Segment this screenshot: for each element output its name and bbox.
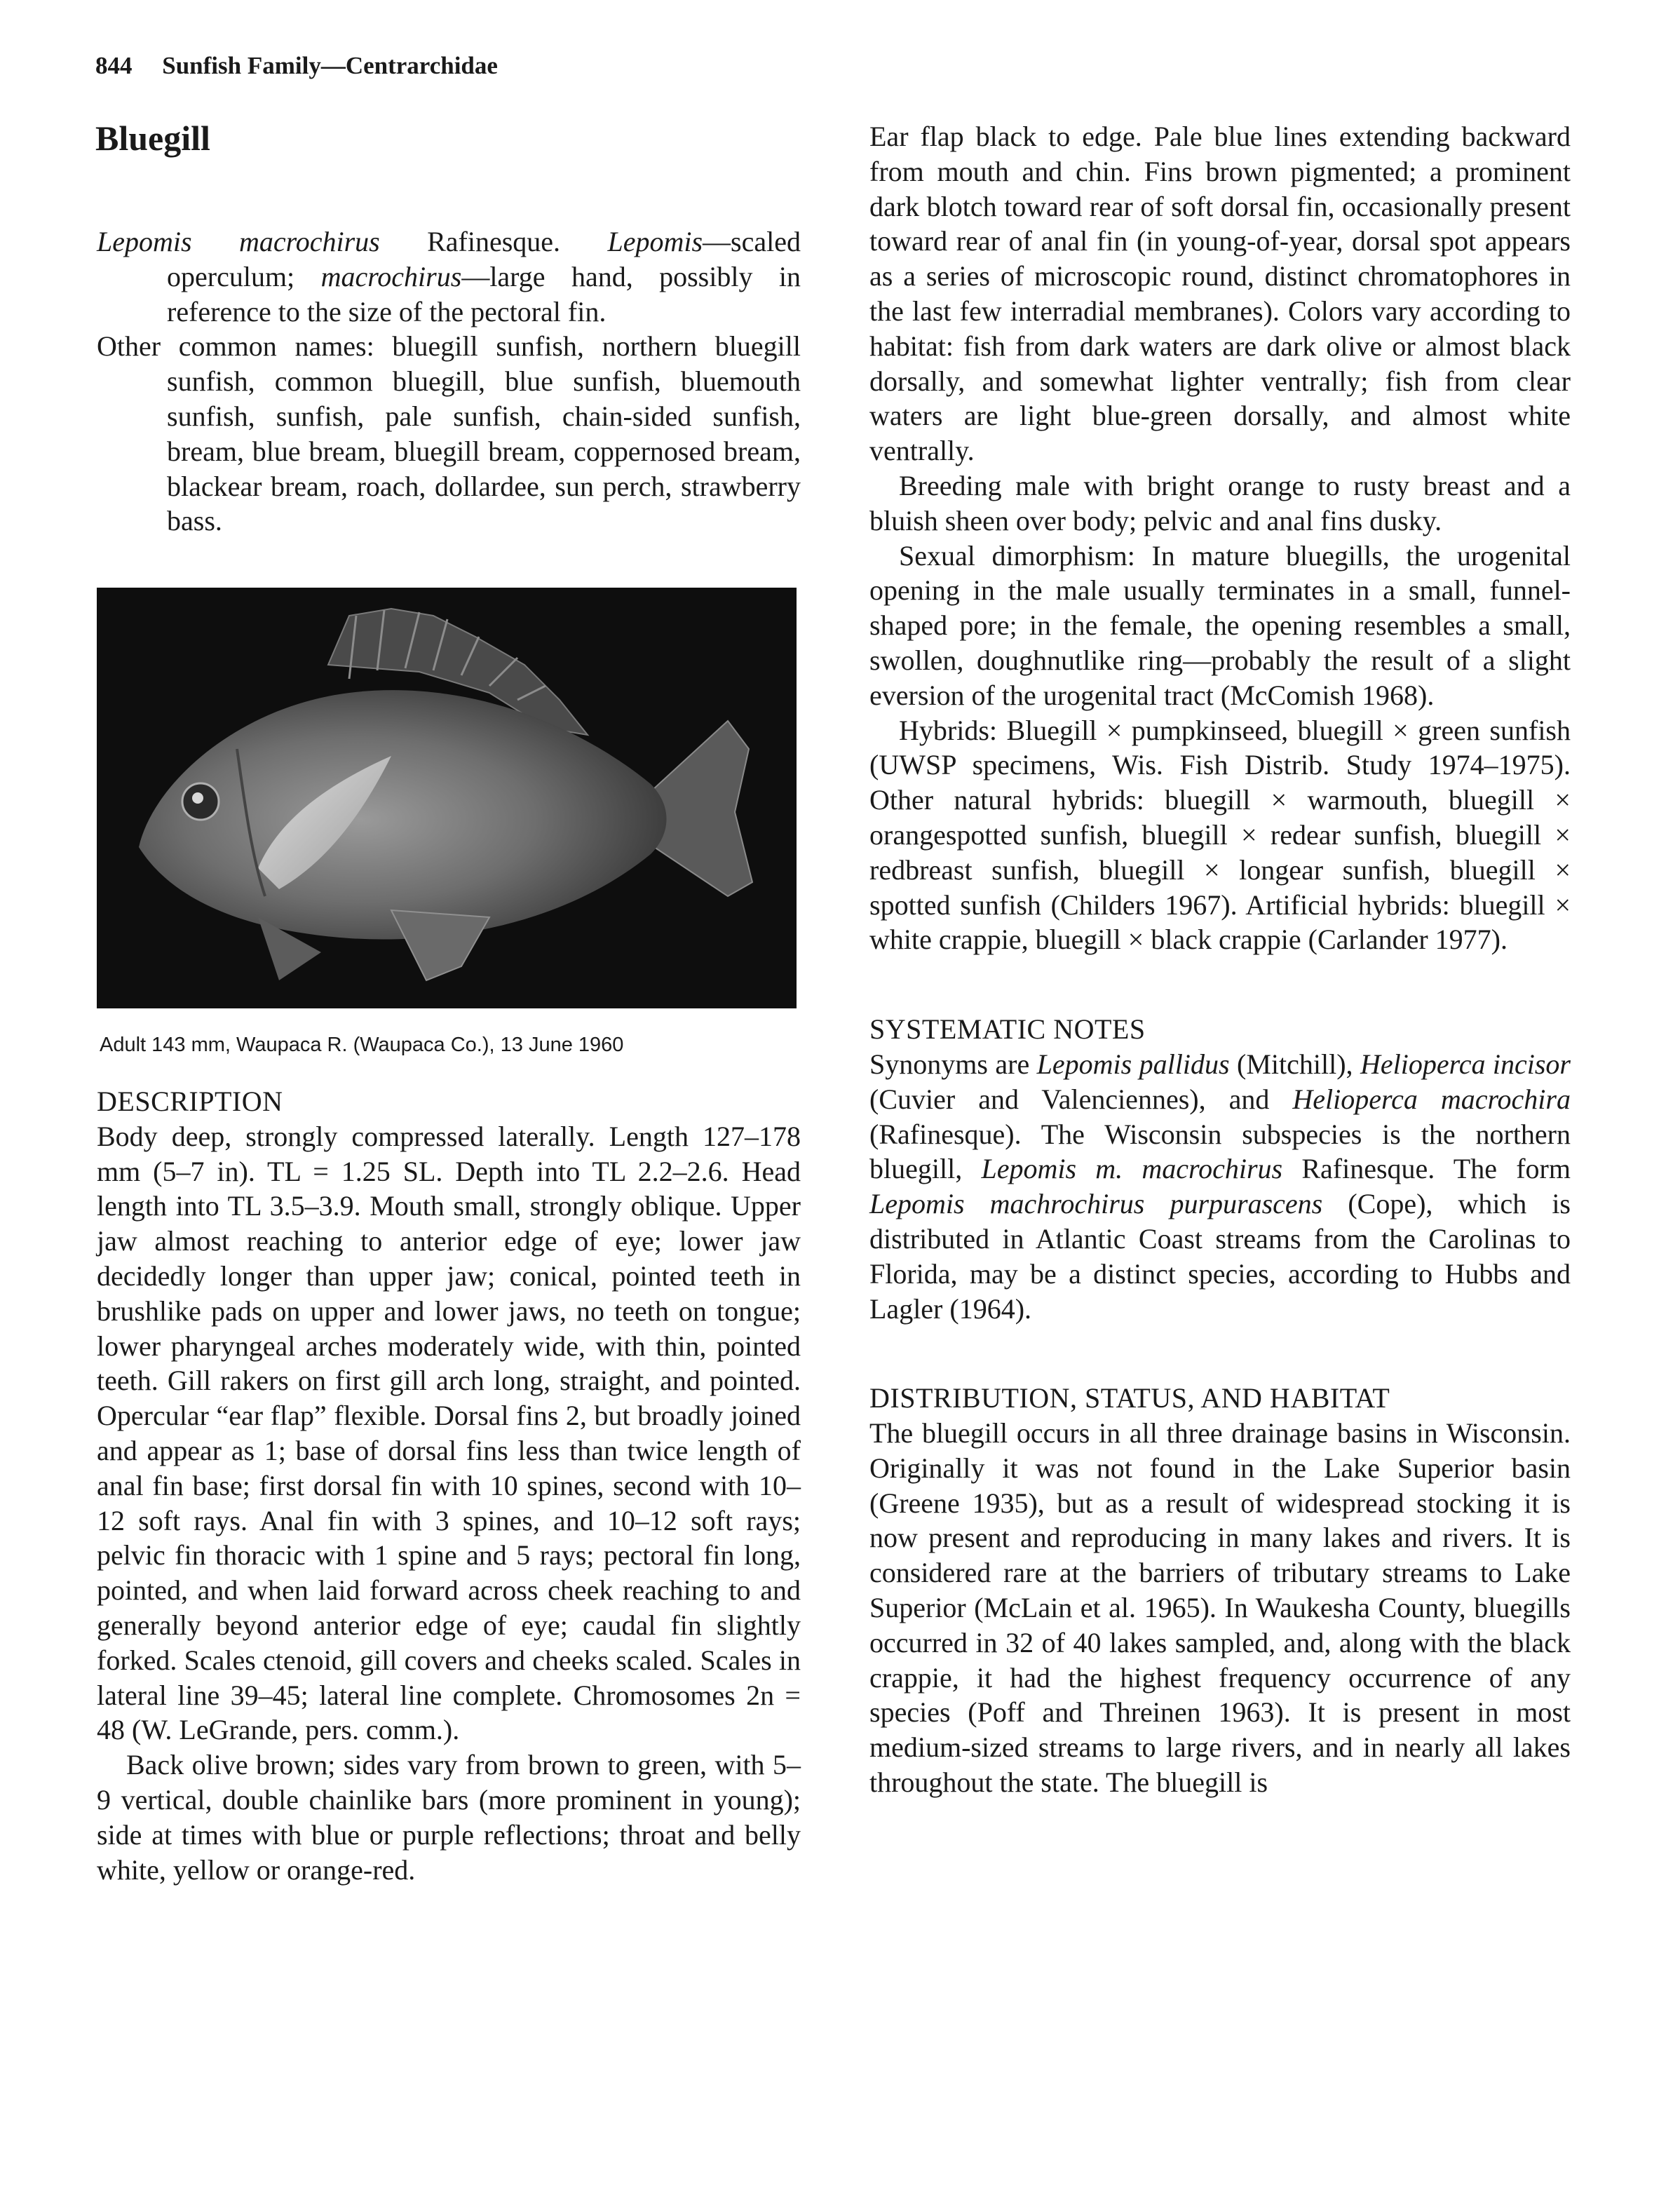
left-column [97, 224, 801, 1887]
etymology-species: macrochirus [320, 260, 462, 292]
distribution-paragraph: The bluegill occurs in all three drainage basins in Wisconsin. Originally it was not found in the Lake Superior basin (Greene 1935), but as a result of widespread stocking it is now present and reproducing in many lakes and rivers. It is considered rare at the barriers of tributary streams to Lake Superior (McLain et al. 1965). In Waukesha County, bluegills occurred in 32 of 40 lakes sampled, and, along with the black crappie, it had the highest frequency occurrence of any species (Poff and Threinen 1963). It is present in most medium-sized streams to large rivers, and in nearly all lakes throughout the state. The bluegill is [869, 1417, 1571, 1799]
text-run: Synonyms are [869, 1048, 1037, 1080]
systematic-notes-paragraph [869, 1047, 1571, 1326]
scientific-author: Rafinesque. [379, 226, 608, 257]
text-run: (Rafinesque). The Wisconsin subspecies is the northern bluegill, [869, 1118, 1571, 1185]
coloration-paragraph: Back olive brown; sides vary from brown to green, with 5–9 vertical, double chainlike bars (more prominent in young); side at times with blue or purple reflections; throat and belly white, yellow or orange-red. [97, 1749, 801, 1886]
etymology-genus-text: —scaled operculum; [167, 226, 801, 292]
synonym-name: Lepomis pallidus [1036, 1048, 1230, 1080]
right-column [869, 119, 1571, 1800]
scientific-name: Lepomis macrochirus [97, 226, 380, 257]
text-run: (Cope), which is distributed in Atlantic Coast streams from the Carolinas to Florida, may be a distinct species, according to Hubbs and Lagler (1964). [869, 1188, 1571, 1325]
etymology-genus: Lepomis [607, 226, 703, 257]
synonym-name: Helioperca incisor [1360, 1048, 1571, 1080]
form-name: Lepomis machrochirus purpurascens [869, 1188, 1323, 1220]
other-common-names: Other common names: bluegill sunfish, northern bluegill sunfish, common bluegill, blue sunfish, bluemouth sunfish, sunfish, pale sunfish, chain-sided sunfish, bream, blue bream, bluegill bream, coppernosed bream, blackear bream, roach, dollardee, sun perch, strawberry bass. [97, 330, 801, 537]
scientific-name-entry [97, 224, 801, 329]
systematic-notes-heading: SYSTEMATIC NOTES [869, 1013, 1146, 1046]
sexual-dimorphism-paragraph: Sexual dimorphism: In mature bluegills, the urogenital opening in the male usually terminates in a small, funnel-shaped pore; in the female, the opening resembles a small, swollen, doughnutlike ring—probably the result of a slight eversion of the urogenital tract (McComish 1968). [869, 539, 1571, 711]
fish-photograph [97, 588, 797, 1008]
photo-caption: Adult 143 mm, Waupaca R. (Waupaca Co.), 13 June 1960 [100, 1034, 624, 1057]
page-number: 844 [95, 52, 133, 79]
breeding-male-paragraph: Breeding male with bright orange to rusty breast and a bluish sheen over body; pelvic and anal fins dusky. [869, 469, 1571, 536]
subspecies-name: Lepomis m. macrochirus [981, 1153, 1283, 1185]
synonym-name: Helioperca macrochira [1292, 1083, 1571, 1115]
coloration-continued-paragraph: Ear flap black to edge. Pale blue lines extending backward from mouth and chin. Fins brown pigmented; a prominent dark blotch toward rear of soft dorsal fin, occasionally present toward rear of anal fin (in young-of-year, dorsal spot appears as a series of microscopic round, distinct chromatophores in the last few interradial membranes). Colors vary according to habitat: fish from dark waters are dark olive or almost black dorsally, and somewhat lighter ventrally; fish from clear waters are light blue-green dorsally, and almost white ventrally. [869, 121, 1571, 467]
text-run: (Cuvier and Valenciennes), and [869, 1083, 1293, 1115]
running-header [95, 52, 498, 80]
species-title: Bluegill [95, 119, 210, 158]
distribution-heading: DISTRIBUTION, STATUS, AND HABITAT [869, 1382, 1390, 1414]
etymology-species-text: —large hand, possibly in reference to the size of the pectoral fin. [167, 260, 801, 327]
running-title: Sunfish Family—Centrarchidae [162, 52, 498, 79]
description-paragraph: Body deep, strongly compressed laterally. Length 127–178 mm (5–7 in). TL = 1.25 SL. Depth into TL 2.2–2.6. Head length into TL 3.5–3.9. Mouth small, strongly oblique. Upper jaw almost reaching to anterior edge of eye; lower jaw decidedly longer than upper jaw; conical, pointed teeth in brushlike pads on upper and lower jaws, no teeth on tongue; lower pharyngeal arches moderately wide, with thin, pointed teeth. Gill rakers on first gill arch long, straight, and pointed. Opercular “ear flap” flexible. Dorsal fins 2, but broadly joined and appear as 1; base of dorsal fins less than twice length of anal fin base; first dorsal fin with 10 spines, second with 10–12 soft rays. Anal fin with 3 spines, and 10–12 soft rays; pelvic fin thoracic with 1 spine and 5 rays; pectoral fin long, pointed, and when laid forward across cheek reaching to and generally beyond anterior edge of eye; caudal fin slightly forked. Scales ctenoid, gill covers and cheeks scaled. Scales in lateral line 39–45; lateral line complete. Chromosomes 2n = 48 (W. LeGrande, pers. comm.). [97, 1120, 801, 1746]
hybrids-paragraph: Hybrids: Bluegill × pumpkinseed, bluegill × green sunfish (UWSP specimens, Wis. Fish Distrib. Study 1974–1975). Other natural hybrids: bluegill × warmouth, bluegill × orangespotted sunfish, bluegill × redear sunfish, bluegill × redbreast sunfish, bluegill × longear sunfish, bluegill × spotted sunfish (Childers 1967). Artificial hybrids: bluegill × white crappie, bluegill × black crappie (Carlander 1977). [869, 714, 1571, 956]
description-heading: DESCRIPTION [97, 1085, 283, 1117]
text-run: (Mitchill), [1229, 1048, 1360, 1080]
text-run: Rafinesque. The form [1282, 1153, 1571, 1185]
bluegill-photo-illustration [97, 588, 797, 1008]
